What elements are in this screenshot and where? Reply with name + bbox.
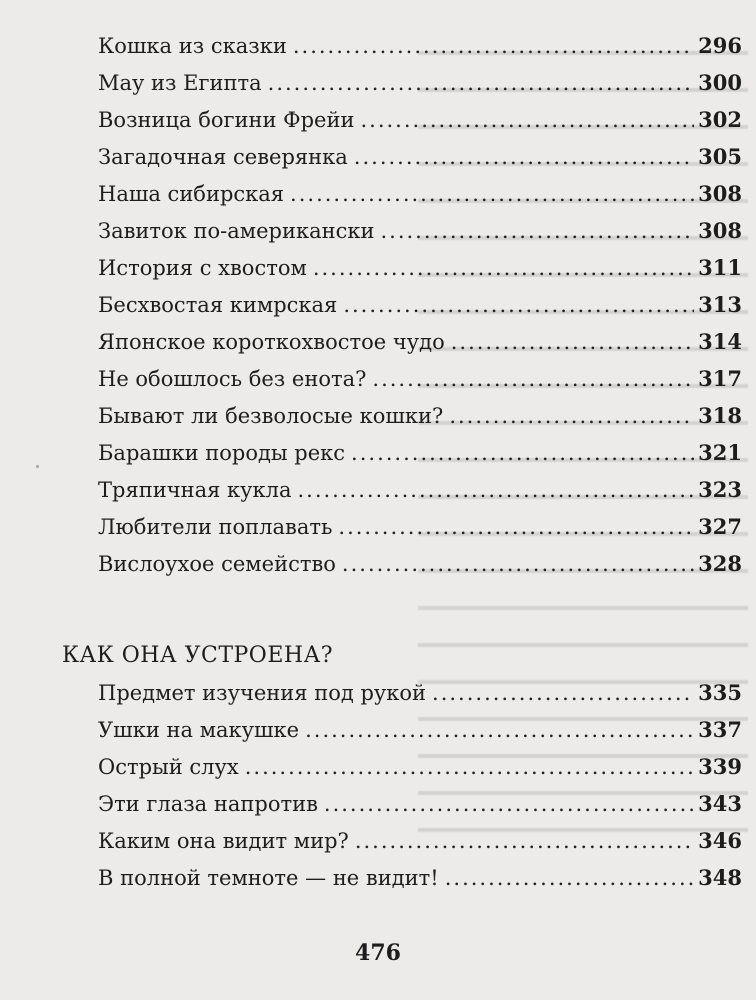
leader-dots: [380, 213, 694, 250]
toc-entry-title: История с хвостом: [98, 256, 307, 280]
toc-entry-title: В полной темноте — не видит!: [98, 866, 439, 890]
toc-entry: [98, 138, 742, 175]
toc-entry-title: Острый слух: [98, 755, 239, 779]
toc-entry: [98, 748, 742, 785]
toc-entry-title: Завиток по-американски: [98, 219, 375, 243]
leader-dots: [297, 472, 694, 509]
leader-dots: [245, 749, 694, 786]
leader-dots: [305, 712, 694, 749]
toc-entry-page: 328: [698, 551, 742, 576]
toc-entry-page: 313: [698, 292, 742, 317]
leader-dots: [343, 287, 694, 324]
leader-dots: [432, 675, 694, 712]
toc-entry-page: 305: [698, 144, 742, 169]
leader-dots: [290, 176, 694, 213]
leader-dots: [449, 398, 694, 435]
toc-entry-page: 321: [698, 440, 742, 465]
toc-entry-page: 335: [698, 680, 742, 705]
leader-dots: [360, 102, 694, 139]
toc-entry: [98, 360, 742, 397]
toc-entry: [98, 249, 742, 286]
toc-list-section: [98, 674, 742, 896]
toc-entry-page: 327: [698, 514, 742, 539]
leader-dots: [451, 324, 694, 361]
toc-entry: [98, 785, 742, 822]
toc-list-top: [98, 27, 742, 582]
leader-dots: [351, 435, 694, 472]
toc-entry: [98, 711, 742, 748]
toc-entry: [98, 27, 742, 64]
toc-entry: [98, 212, 742, 249]
toc-entry-title: Ушки на макушке: [98, 718, 300, 742]
toc-entry: [98, 397, 742, 434]
toc-entry: [98, 286, 742, 323]
leader-dots: [293, 28, 694, 65]
toc-entry: [98, 822, 742, 859]
leader-dots: [313, 250, 694, 287]
toc-entry: [98, 674, 742, 711]
toc-entry-title: Любители поплавать: [98, 515, 333, 539]
toc-entry: [98, 323, 742, 360]
toc-entry-title: Наша сибирская: [98, 182, 285, 206]
leader-dots: [342, 546, 694, 583]
toc-entry: [98, 175, 742, 212]
toc-entry-page: 343: [698, 791, 742, 816]
leader-dots: [268, 65, 695, 102]
toc-entry-page: 323: [698, 477, 742, 502]
toc-entry-page: 311: [698, 255, 742, 280]
toc-entry-title: Предмет изучения под рукой: [98, 681, 427, 705]
paper-speck: [36, 465, 39, 468]
toc-entry-page: 348: [698, 865, 742, 890]
toc-entry-page: 296: [698, 33, 742, 58]
toc-entry: [98, 101, 742, 138]
toc-entry-title: Барашки породы рекс: [98, 441, 346, 465]
leader-dots: [324, 786, 694, 823]
page-number: 476: [355, 940, 401, 966]
toc-entry: [98, 545, 742, 582]
toc-entry: [98, 859, 742, 896]
toc-entry-page: 317: [698, 366, 742, 391]
toc-entry-title: Бывают ли безволосые кошки?: [98, 404, 444, 428]
toc-entry-title: Не обошлось без енота?: [98, 367, 367, 391]
leader-dots: [445, 860, 694, 897]
toc-entry-page: 308: [698, 218, 742, 243]
toc-entry-title: Возница богини Фрейи: [98, 108, 355, 132]
section-heading: КАК ОНА УСТРОЕНА?: [62, 643, 334, 668]
leader-dots: [354, 139, 694, 176]
toc-entry-page: 346: [698, 828, 742, 853]
toc-entry: [98, 508, 742, 545]
toc-entry-title: Тряпичная кукла: [98, 478, 292, 502]
toc-entry-title: Кошка из сказки: [98, 34, 287, 58]
toc-entry: [98, 471, 742, 508]
toc-entry-title: Мау из Египта: [98, 71, 262, 95]
toc-entry-title: Загадочная северянка: [98, 145, 348, 169]
leader-dots: [338, 509, 694, 546]
toc-entry: [98, 434, 742, 471]
toc-entry-title: Бесхвостая кимрская: [98, 293, 338, 317]
toc-entry: [98, 64, 742, 101]
toc-entry-page: 300: [698, 70, 742, 95]
leader-dots: [355, 823, 694, 860]
toc-entry-title: Эти глаза напротив: [98, 792, 318, 816]
toc-entry-title: Каким она видит мир?: [98, 829, 349, 853]
toc-entry-title: Вислоухое семейство: [98, 552, 336, 576]
toc-entry-page: 337: [698, 717, 742, 742]
toc-entry-page: 339: [698, 754, 742, 779]
leader-dots: [372, 361, 694, 398]
toc-entry-page: 318: [698, 403, 742, 428]
toc-entry-page: 308: [698, 181, 742, 206]
toc-entry-title: Японское короткохвостое чудо: [98, 330, 445, 354]
toc-entry-page: 314: [698, 329, 742, 354]
toc-entry-page: 302: [698, 107, 742, 132]
